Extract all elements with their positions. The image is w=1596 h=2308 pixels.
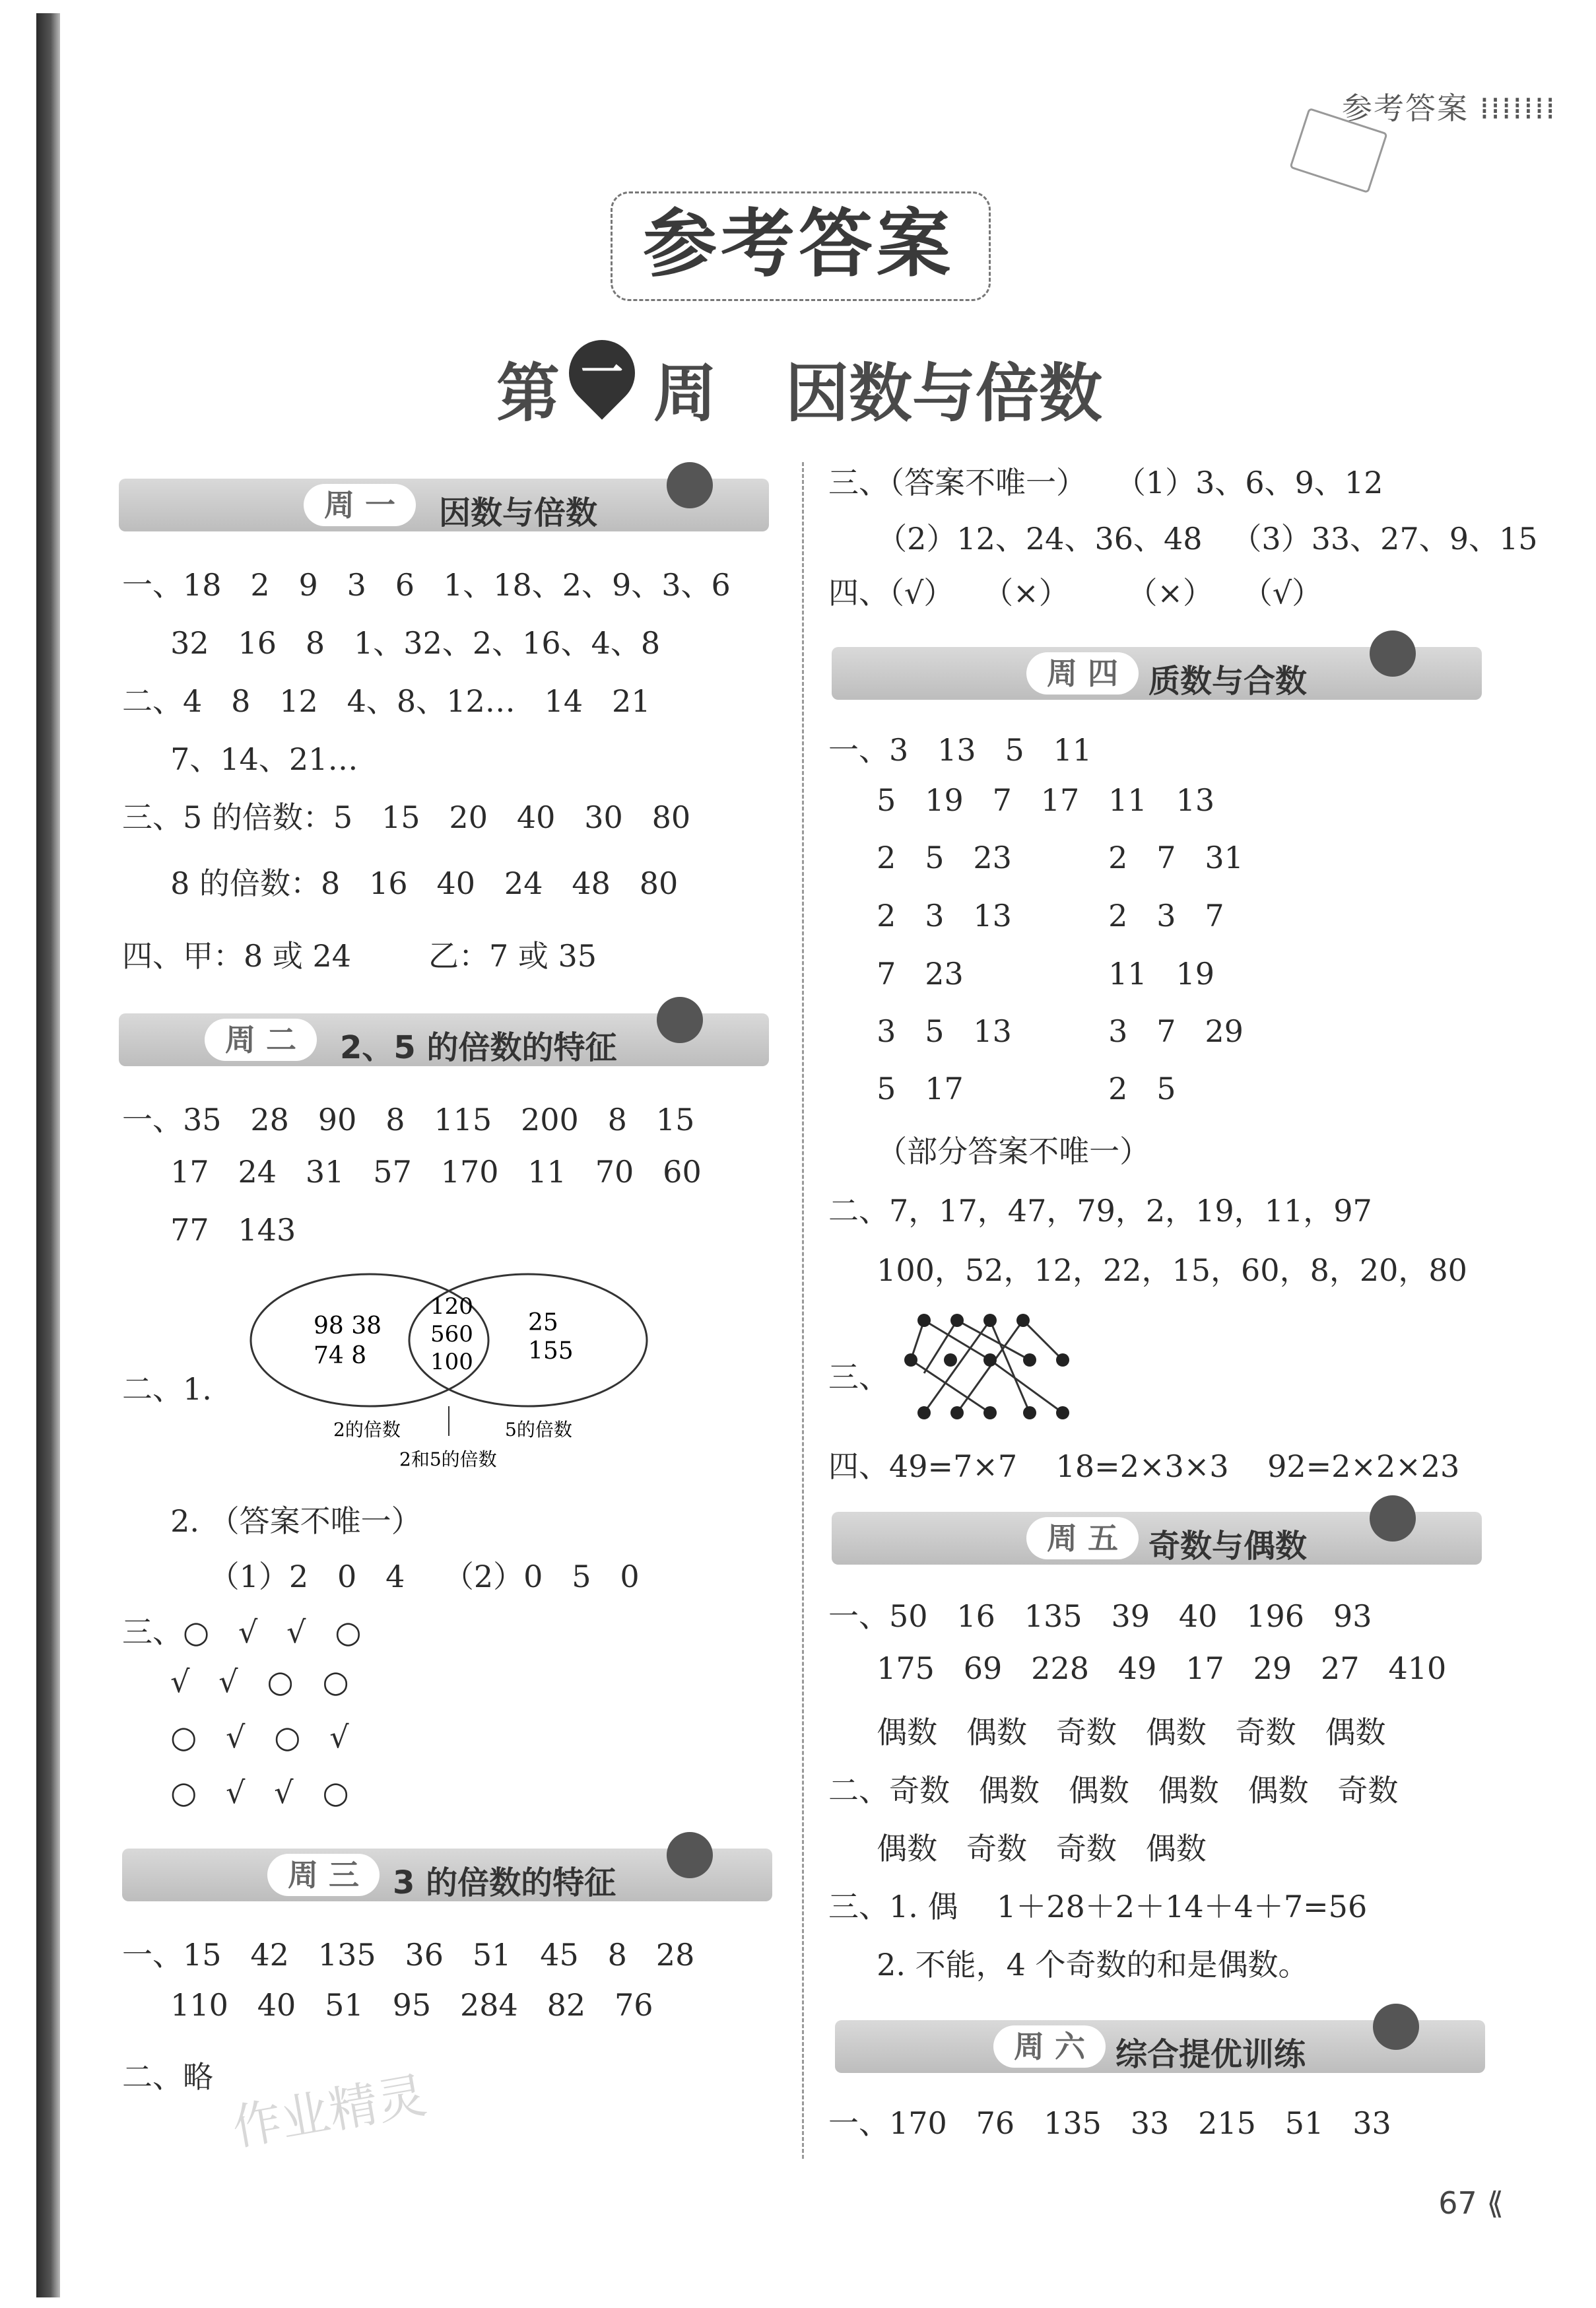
section-title-sat: 综合提优训练 — [1115, 2036, 1306, 2073]
answer-line: 5 19 7 17 11 13 — [828, 782, 1215, 818]
answer-line: 三、（答案不唯一） （1）3、6、9、12 — [828, 465, 1383, 500]
day-badge-thu: 周 四 — [1026, 652, 1139, 695]
mushroom-icon — [1370, 1495, 1416, 1542]
venn-mid-row: 120 — [430, 1293, 473, 1320]
answer-line: 7 23 11 19 — [828, 956, 1215, 992]
week-topic: 因数与倍数 — [785, 356, 1102, 430]
day-badge-tue: 周 二 — [205, 1019, 317, 1061]
answer-line: 2 3 13 2 3 7 — [828, 898, 1224, 933]
answer-line: 110 40 51 95 284 82 76 — [122, 1987, 653, 2023]
answer-line: 三、 — [828, 1359, 889, 1395]
answer-line: 一、50 16 135 39 40 196 93 — [828, 1598, 1372, 1634]
answer-line: 5 17 2 5 — [828, 1071, 1176, 1106]
cactus-icon — [1373, 2004, 1419, 2050]
answer-line: 三、5 的倍数：5 15 20 40 30 80 — [122, 799, 691, 835]
answer-line: 7、14、21… — [122, 741, 358, 777]
answer-line: 偶数 奇数 奇数 偶数 — [828, 1831, 1207, 1866]
venn-left-row: 98 38 — [314, 1312, 382, 1340]
answer-line: 二、奇数 偶数 偶数 偶数 偶数 奇数 — [828, 1773, 1399, 1808]
week-number: 一 — [581, 349, 623, 397]
week-suffix: 周 — [653, 356, 717, 430]
answer-line: 2. （答案不唯一） — [122, 1503, 422, 1539]
day-badge-fri: 周 五 — [1026, 1517, 1139, 1559]
answer-line: 一、18 2 9 3 6 1、18、2、9、3、6 — [122, 567, 731, 603]
section-title-thu: 质数与合数 — [1148, 663, 1308, 700]
venn-label-right: 5的倍数 — [505, 1419, 572, 1441]
matching-diagram — [904, 1307, 1102, 1433]
answer-line: 一、170 76 135 33 215 51 33 — [828, 2105, 1391, 2141]
venn-diagram — [244, 1268, 667, 1479]
answer-line: 二、7，17，47，79，2，19，11，97 — [828, 1193, 1372, 1229]
day-badge-wed: 周 三 — [267, 1854, 380, 1896]
answer-line: （2）12、24、36、48 （3）33、27、9、15 — [828, 521, 1538, 557]
venn-right-row: 25 — [528, 1309, 558, 1336]
answer-line: 三、1. 偶 1＋28＋2＋14＋4＋7=56 — [828, 1889, 1368, 1924]
answer-line: 77 143 — [122, 1212, 296, 1248]
week-prefix: 第 — [496, 356, 560, 430]
answer-line: 一、3 13 5 11 — [828, 732, 1092, 768]
flowerpot-icon — [657, 997, 703, 1043]
answer-line: 偶数 偶数 奇数 偶数 奇数 偶数 — [828, 1714, 1386, 1750]
answer-line: 一、35 28 90 8 115 200 8 15 — [122, 1102, 695, 1137]
book-spine — [36, 13, 60, 2297]
plant-icon — [667, 1832, 713, 1878]
venn-mid-row: 560 — [430, 1321, 473, 1347]
venn-left-row: 74 8 — [314, 1342, 367, 1369]
day-badge-mon: 周 一 — [304, 484, 416, 526]
answer-line: 17 24 31 57 170 11 70 60 — [122, 1154, 702, 1190]
column-divider — [802, 462, 804, 2159]
section-title-tue: 2、5 的倍数的特征 — [340, 1029, 617, 1066]
answer-line: 100，52，12，22，15，60，8，20，80 — [828, 1252, 1467, 1288]
section-title-wed: 3 的倍数的特征 — [393, 1864, 616, 1901]
answer-line: 32 16 8 1、32、2、16、4、8 — [122, 625, 661, 661]
answer-line: 四、（√） （×） （×） （√） — [828, 575, 1323, 611]
day-badge-sat: 周 六 — [993, 2025, 1106, 2068]
section-title-mon: 因数与倍数 — [439, 494, 598, 531]
answer-line: 二、略 — [122, 2059, 213, 2095]
answer-line: （1）2 0 4 （2）0 5 0 — [122, 1559, 640, 1594]
answer-line: 四、49=7×7 18=2×3×3 92=2×2×23 — [828, 1448, 1460, 1484]
watermark: 作业精灵 — [228, 2066, 431, 2157]
venn-label-mid: 2和5的倍数 — [399, 1448, 497, 1470]
answer-line: 二、1. — [122, 1371, 212, 1407]
answer-line: 三、○ √ √ ○ — [122, 1614, 362, 1650]
answer-line: ○ √ ○ √ — [122, 1719, 349, 1755]
answer-line: √ √ ○ ○ — [122, 1664, 349, 1699]
answer-line: ○ √ √ ○ — [122, 1775, 349, 1810]
answer-line: 3 5 13 3 7 29 — [828, 1013, 1244, 1049]
answer-line: 四、甲：8 或 24 乙：7 或 35 — [122, 938, 597, 974]
answer-line: 二、4 8 12 4、8、12… 14 21 — [122, 683, 651, 719]
page-number: 67 ⟪ — [1438, 2185, 1504, 2221]
flower-icon — [667, 462, 713, 508]
tree-icon — [1370, 630, 1416, 677]
answer-line: 2 5 23 2 7 31 — [828, 840, 1244, 875]
venn-label-left: 2的倍数 — [333, 1419, 401, 1441]
section-title-fri: 奇数与偶数 — [1148, 1528, 1308, 1565]
answer-line: 一、15 42 135 36 51 45 8 28 — [122, 1937, 695, 1973]
page-title: 参考答案 — [643, 201, 954, 287]
answer-line: 2. 不能，4 个奇数的和是偶数。 — [828, 1947, 1309, 1983]
venn-right-row: 155 — [528, 1338, 574, 1365]
answer-line: 8 的倍数：8 16 40 24 48 80 — [122, 866, 679, 901]
answer-line: 175 69 228 49 17 29 27 410 — [828, 1650, 1447, 1686]
venn-mid-row: 100 — [430, 1349, 473, 1375]
header-tag: 参考答案 ⁞⁞⁞⁞⁞⁞⁞ — [1342, 90, 1556, 126]
answer-line: （部分答案不唯一） — [828, 1134, 1150, 1169]
